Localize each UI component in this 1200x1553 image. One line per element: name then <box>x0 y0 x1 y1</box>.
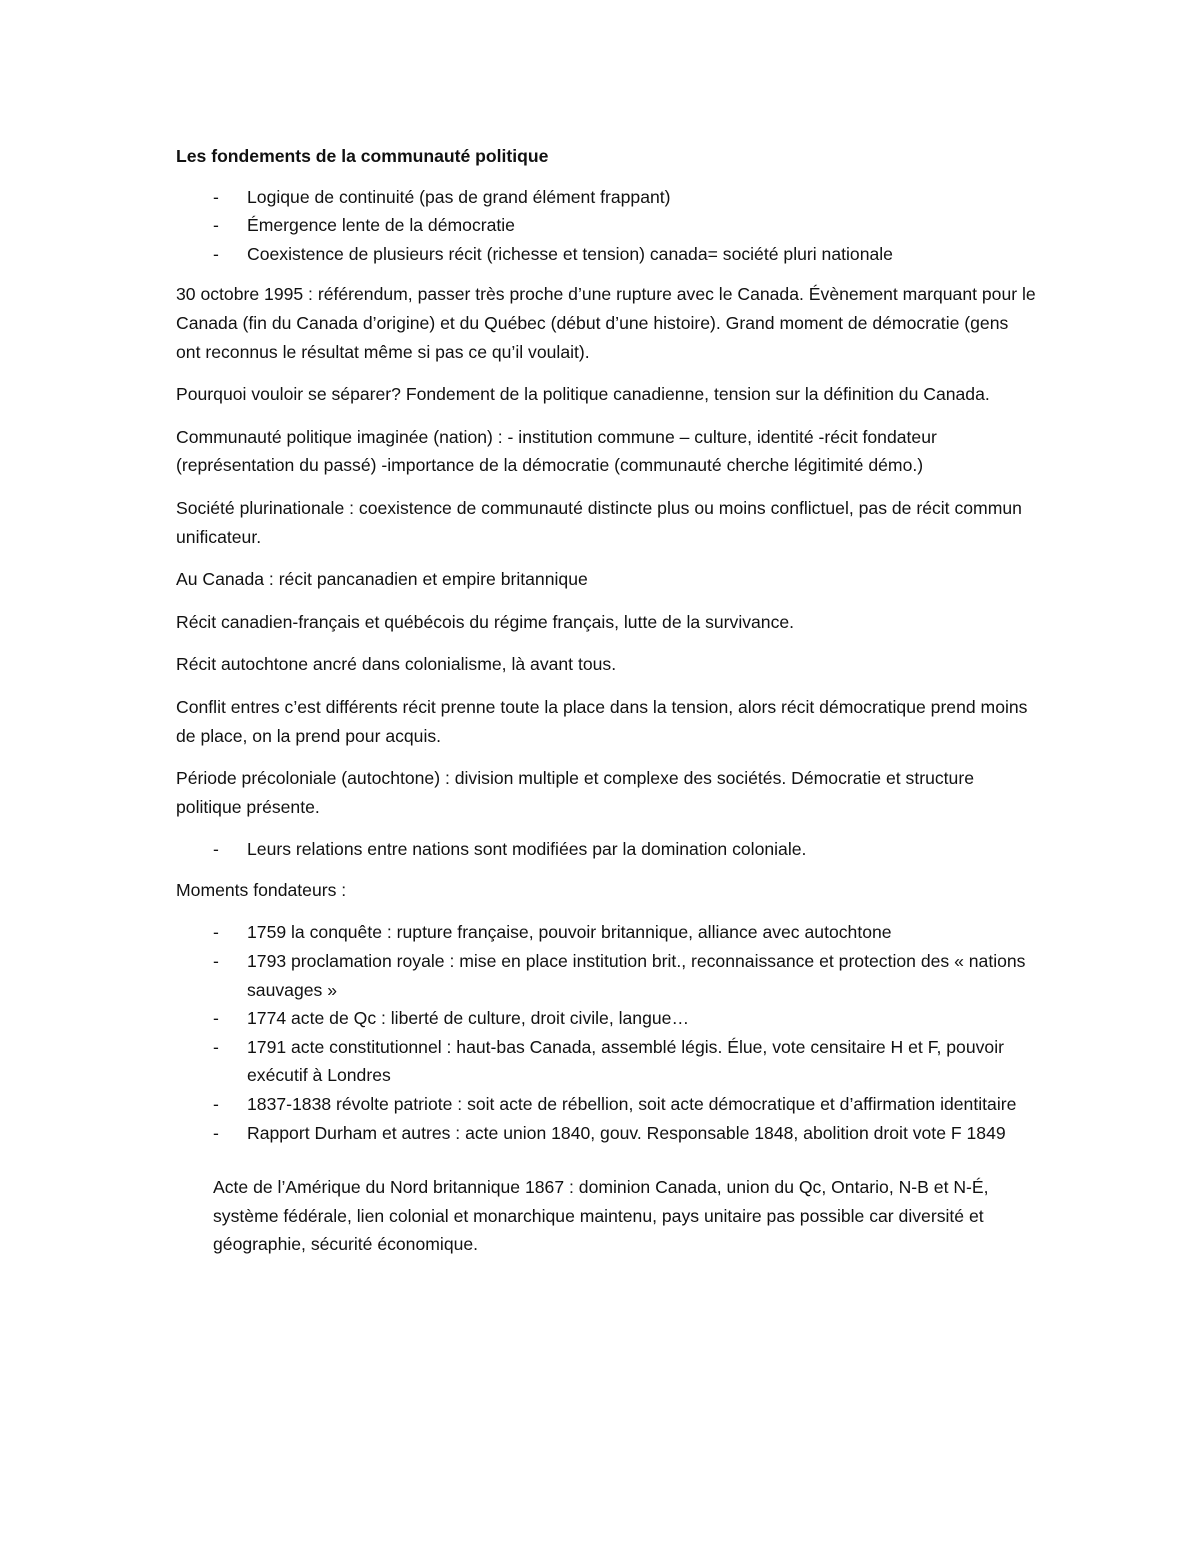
paragraph-canadien-francais: Récit canadien-français et québécois du régime français, lutte de la survivance. <box>176 611 795 632</box>
list-item-text: Leurs relations entre nations sont modifiées par la domination coloniale. <box>247 839 807 860</box>
paragraph-precoloniale: Période précoloniale (autochtone) : division multiple et complexe des sociétés. Démocratie et structure politique présente. <box>176 768 974 817</box>
list-item-text: 1791 acte constitutionnel : haut-bas Canada, assemblé légis. Élue, vote censitaire H et F, pouvoir exécutif à Londres <box>247 1036 1004 1086</box>
paragraph-communaute-imaginee: Communauté politique imaginée (nation) : - institution commune – culture, identité -récit fondateur (représentation du passé) -importance de la démocratie (communauté cherche légitimité démo.) <box>176 426 937 476</box>
dash-marker: - <box>213 1008 219 1029</box>
list-item <box>176 918 1036 947</box>
list-item-text: 1759 la conquête : rupture française, pouvoir britannique, alliance avec autochtone <box>247 922 892 943</box>
document-title: Les fondements de la communauté politique <box>176 146 549 166</box>
dash-marker: - <box>213 922 219 943</box>
dash-marker: - <box>213 243 219 264</box>
list-item <box>176 183 1036 212</box>
list-item <box>176 1033 1036 1090</box>
list-item <box>176 1090 1036 1119</box>
paragraph-conflit: Conflit entres c’est différents récit prenne toute la place dans la tension, alors récit démocratique prend moins de place, on la prend pour acquis. <box>176 696 1028 746</box>
list-item-text: Émergence lente de la démocratie <box>247 215 515 236</box>
list-item-text: Coexistence de plusieurs récit (richesse et tension) canada= société pluri nationale <box>247 243 893 264</box>
list-item-text: Rapport Durham et autres : acte union 1840, gouv. Responsable 1848, abolition droit vote F 1849 <box>247 1122 1006 1143</box>
dash-marker: - <box>213 1122 219 1143</box>
list-item-text: 1774 acte de Qc : liberté de culture, droit civile, langue… <box>247 1008 690 1029</box>
paragraph-plurinationale: Société plurinationale : coexistence de communauté distincte plus ou moins conflictuel, pas de récit commun unificateur. <box>176 497 1022 547</box>
paragraph-referendum: 30 octobre 1995 : référendum, passer très proche d’une rupture avec le Canada. Évènement marquant pour le Canada (fin du Canada d’origine) et du Québec (début d’une histoire). Grand moment de démocratie (gens ont reconnus le résultat même si pas ce qu’il voulait). <box>176 284 1036 362</box>
list-item <box>176 1004 1036 1033</box>
dash-marker: - <box>213 215 219 236</box>
dash-marker: - <box>213 951 219 972</box>
list-item <box>176 211 1036 240</box>
list-item <box>176 835 1036 864</box>
bullet-list-moments <box>176 918 1036 1147</box>
bullet-list-2 <box>176 835 1036 864</box>
dash-marker: - <box>213 839 219 860</box>
list-item <box>176 947 1036 1004</box>
paragraph-pancanadien: Au Canada : récit pancanadien et empire britannique <box>176 569 588 590</box>
paragraph-aanb-1867: Acte de l’Amérique du Nord britannique 1867 : dominion Canada, union du Qc, Ontario, N-B et N-É, système fédérale, lien colonial et monarchique maintenu, pays unitaire pas possible car diversité et géographie, sécurité économique. <box>213 1177 989 1255</box>
list-item <box>176 1119 1036 1148</box>
list-item-text: 1793 proclamation royale : mise en place institution brit., reconnaissance et protection des « nations sauvages » <box>247 951 1026 1000</box>
bullet-list-1 <box>176 183 1036 269</box>
paragraph-autochtone: Récit autochtone ancré dans colonialisme, là avant tous. <box>176 654 617 675</box>
paragraph-separation: Pourquoi vouloir se séparer? Fondement de la politique canadienne, tension sur la définition du Canada. <box>176 384 990 405</box>
dash-marker: - <box>213 1094 219 1115</box>
dash-marker: - <box>213 1036 219 1057</box>
document-body <box>176 142 1036 1259</box>
list-item <box>176 240 1036 269</box>
dash-marker: - <box>213 186 219 207</box>
moments-heading: Moments fondateurs : <box>176 879 347 900</box>
list-item-text: 1837-1838 révolte patriote : soit acte de rébellion, soit acte démocratique et d’affirmation identitaire <box>247 1094 1017 1115</box>
list-item-text: Logique de continuité (pas de grand élément frappant) <box>247 186 671 207</box>
